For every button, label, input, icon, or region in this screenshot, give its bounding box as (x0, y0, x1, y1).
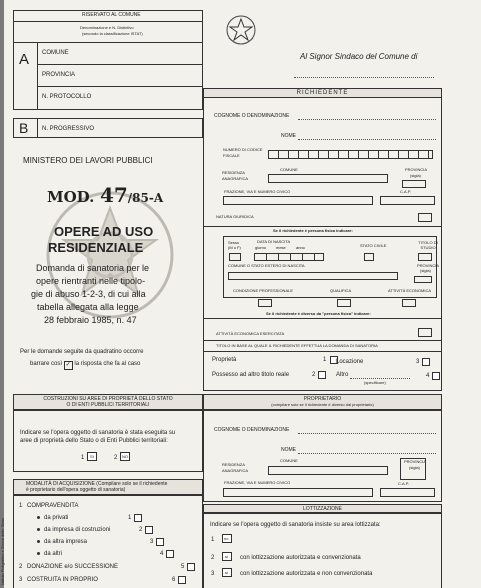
birth-provincia-field[interactable] (414, 276, 432, 283)
civil-status-field[interactable] (364, 253, 374, 261)
acquisition-from-builder: da impresa di costruzioni (44, 527, 111, 533)
addressee-label: Al Signor Sindaco del Comune di (300, 52, 418, 61)
birth-day-label: giorno (255, 245, 267, 250)
applicant-name-line[interactable] (298, 139, 436, 140)
acquisition-private-checkbox[interactable] (134, 514, 142, 522)
printer-credit: Istituto Poligrafico e Zecca dello Stato (0, 518, 5, 585)
reserved-provincia-label: PROVINCIA (42, 72, 76, 78)
title-basis-label: TITOLO IN BASE AL QUALE IL RICHIEDENTE EFFETTUA LA DOMANDA DI SANATORIA (216, 343, 378, 348)
desc-line-3: gie di abuso 1-2-3, di cui alla (31, 289, 146, 299)
desc-line-4: tabella allegata alla legge (37, 302, 139, 312)
economic-activity-label: ATTIVITÀ ECONOMICA (388, 288, 432, 293)
possession-label: Possesso ad altro titolo reale (212, 372, 290, 378)
subdivision-question: Indicare se l'opera oggetto di sanatoria insiste su area lottizzata: (210, 522, 381, 528)
legal-nature-field[interactable] (418, 213, 432, 222)
reserved-comune-label: COMUNE (42, 50, 69, 56)
owner-cap-label: C.A.P. (398, 481, 410, 486)
state-areas-question-2: aree di proprietà dello Stato o di Enti Pubblici territoriali: (20, 438, 168, 444)
tax-code-field[interactable] (268, 150, 433, 159)
birth-date-label: DATA DI NASCITA (257, 239, 291, 244)
acquisition-builder-checkbox[interactable] (145, 526, 153, 534)
birth-sigla-label: (sigla) (420, 268, 431, 273)
sex-label: Sesso (228, 240, 240, 245)
possession-checkbox[interactable] (318, 371, 326, 379)
letter-b: B (19, 120, 29, 136)
subdivision-agreed-label: con lottizzazione autorizzata e convenzionata (240, 555, 361, 561)
other-title-checkbox[interactable] (432, 372, 440, 380)
subdivision-header: LOTTIZZAZIONE (203, 504, 442, 513)
acquisition-donation-checkbox[interactable] (187, 563, 195, 571)
applicant-comune-field[interactable] (268, 174, 388, 183)
subdivision-agreed-checkbox[interactable]: si (222, 552, 232, 561)
owner-surname-label: COGNOME O DENOMINAZIONE (214, 427, 290, 433)
lease-label: Locazione (336, 359, 364, 365)
applicant-provincia-label: PROVINCIA (405, 167, 428, 172)
owner-provincia-label: PROVINCIA (404, 459, 427, 464)
applicant-provincia-field[interactable] (402, 180, 426, 188)
legal-nature-label: NATURA GIURIDICA (216, 214, 254, 219)
acquisition-others-checkbox[interactable] (166, 550, 174, 558)
owner-residence-label: RESIDENZA ANAGRAFICA (222, 462, 249, 473)
birth-provincia-label: PROVINCIA (417, 263, 440, 268)
acquisition-self-built: COSTRUITA IN PROPRIO (27, 577, 98, 583)
study-title-label: TITOLO DI STUDIO (418, 240, 438, 250)
checked-box-icon: ✓ (65, 362, 71, 368)
economic-activity-field[interactable] (402, 299, 416, 307)
republic-emblem-icon (224, 12, 258, 50)
acquisition-donation: DONAZIONE e/o SUCCESSIONE (27, 564, 119, 570)
bullet-icon (37, 516, 40, 519)
other-title-line[interactable] (350, 378, 410, 379)
sex-hint: (M o F) (228, 245, 241, 250)
subdivision-not-agreed-label: con lottizzazione autorizzata e non convenzionata (240, 571, 373, 577)
note-line-2: barrare così ✓ la risposta che fa al caso (30, 361, 141, 368)
applicant-header: RICHIEDENTE (203, 88, 442, 98)
desc-line-2: opere rientranti nelle tipolo- (36, 276, 146, 286)
applicant-residence-label: RESIDENZA ANAGRAFICA (222, 170, 249, 181)
owner-header: PROPRIETARIO (compilare solo se il richiedente è diverso dal proprietario) (203, 394, 442, 410)
acquisition-purchase: COMPRAVENDITA (27, 503, 79, 509)
owner-cap-field[interactable] (380, 488, 435, 497)
sex-field[interactable] (229, 253, 241, 261)
applicant-name-label: NOME (281, 133, 296, 139)
state-areas-header: COSTRUZIONI SU AREE DI PROPRIETÀ DELLO STATO O DI ENTI PUBBLICI TERRITORIALI (13, 394, 203, 410)
applicant-surname-line[interactable] (298, 119, 436, 120)
acquisition-self-built-checkbox[interactable] (178, 576, 186, 584)
birth-date-field[interactable] (254, 253, 324, 261)
owner-address-field[interactable] (223, 488, 373, 497)
applicant-sigla-label: (sigla) (410, 173, 421, 178)
acquisition-other-company-checkbox[interactable] (156, 538, 164, 546)
letter-a: A (19, 51, 30, 68)
desc-line-1: Domanda di sanatoria per le (36, 263, 150, 273)
profession-label: CONDIZIONE PROFESSIONALE (233, 288, 294, 293)
applicant-cap-field[interactable] (380, 196, 435, 205)
reserved-title: RISERVATO AL COMUNE (82, 12, 141, 18)
note-line-1: Per le domande seguite da quadratino occorre (20, 349, 144, 355)
tax-code-label: NUMERO DI CODICE FISCALE (223, 147, 263, 158)
qualification-label: QUALIFICA (330, 288, 352, 293)
desc-line-5: 28 febbraio 1985, n. 47 (44, 315, 137, 325)
reserved-protocol-label: N. PROTOCOLLO (42, 94, 92, 100)
bullet-icon (37, 552, 40, 555)
state-areas-no-checkbox[interactable]: NO (122, 454, 128, 459)
owner-provincia-field[interactable] (400, 458, 426, 480)
acquisition-from-private: da privati (44, 515, 69, 521)
subdivision-not-agreed-checkbox[interactable]: si (222, 568, 232, 577)
activity-exercised-label: ATTIVITÀ ECONOMICA ESERCITATA (216, 331, 285, 336)
owner-surname-line[interactable] (298, 433, 436, 434)
ownership-label: Proprietà (212, 357, 237, 363)
physical-person-title: Se il richiedente è persona fisica indicare: (273, 228, 353, 233)
activity-exercised-field[interactable] (418, 328, 432, 337)
addressee-line (294, 77, 434, 78)
birth-place-label: COMUNE O STATO ESTERO DI NASCITA (228, 263, 305, 268)
applicant-address-field[interactable] (223, 196, 373, 205)
applicant-comune-label: COMUNE (280, 167, 298, 172)
study-title-field[interactable] (418, 253, 432, 261)
acquisition-from-other-company: da altra impresa (44, 539, 88, 545)
ministry-name: MINISTERO DEI LAVORI PUBBLICI (23, 156, 153, 165)
owner-comune-field[interactable] (268, 466, 388, 475)
applicant-cap-label: C.A.P. (400, 189, 412, 194)
birth-place-field[interactable] (228, 272, 398, 280)
applicant-surname-label: COGNOME O DENOMINAZIONE (214, 113, 290, 119)
nonphysical-title: Se il richiedente è diverso da "persona fisica" indicare: (266, 311, 371, 316)
type-line-1: OPERE AD USO (54, 224, 154, 239)
owner-name-label: NOME (281, 447, 296, 453)
other-title-hint: (specificare) (364, 380, 386, 385)
applicant-address-label: FRAZIONE, VIA E NUMERO CIVICO (224, 189, 291, 194)
acquisition-header: MODALITÀ DI ACQUISIZIONE (Compilare solo se il richiedente è proprietario dell'opera oggetto di sanatoria) (13, 479, 203, 495)
lease-checkbox[interactable] (422, 358, 430, 366)
mod-label: MOD. 47/85-A (47, 183, 164, 207)
progressive-label: N. PROGRESSIVO (42, 126, 95, 132)
profession-field[interactable] (258, 299, 272, 307)
bullet-icon (37, 540, 40, 543)
subdivision-no-checkbox[interactable]: no (222, 534, 232, 543)
bullet-icon (37, 528, 40, 531)
owner-sigla-label: (sigla) (409, 465, 420, 470)
owner-address-label: FRAZIONE, VIA E NUMERO CIVICO (224, 480, 291, 485)
owner-comune-label: COMUNE (280, 458, 298, 463)
birth-month-label: mese (276, 245, 286, 250)
type-line-2: RESIDENZIALE (48, 240, 144, 255)
reserved-denomination: Denominazione e N. Distintivo (80, 25, 134, 30)
state-areas-yes-checkbox[interactable]: SI (87, 452, 97, 461)
qualification-field[interactable] (337, 299, 351, 307)
acquisition-from-others: da altri (44, 551, 63, 557)
state-areas-question-1: Indicare se l'opera oggetto di sanatoria è stata eseguita su (20, 430, 176, 436)
other-title-label: Altro (336, 372, 349, 378)
civil-status-label: STATO CIVILE (360, 243, 387, 248)
owner-name-line[interactable] (298, 453, 436, 454)
reserved-classification: (secondo la classificazione ISTAT) (82, 31, 143, 36)
birth-year-label: anno (296, 245, 305, 250)
page-edge-left (0, 0, 4, 588)
